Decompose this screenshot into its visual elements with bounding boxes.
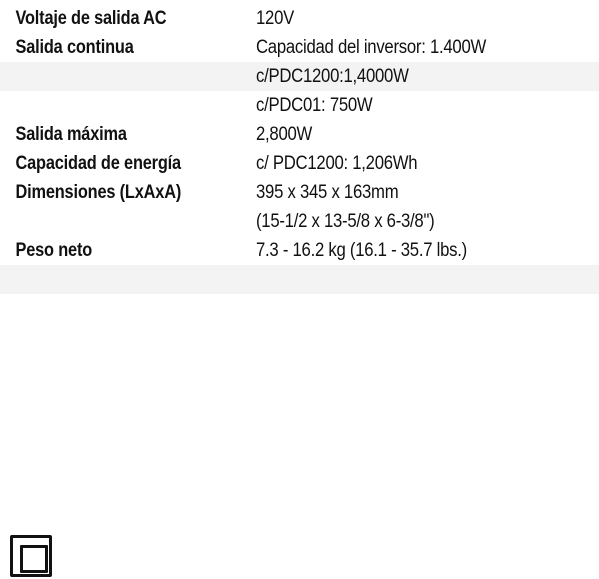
spec-value: 395 x 345 x 163mm (256, 181, 399, 203)
spec-row-empty (0, 265, 599, 294)
spec-row-net-weight (0, 236, 599, 265)
spec-value: 120V (256, 7, 295, 29)
spec-row-output-voltage (0, 4, 599, 33)
spec-row-continuous-output-pdc01 (0, 91, 599, 120)
spec-row-dimensions (0, 178, 599, 207)
spec-value: c/PDC1200:1,4000W (256, 65, 409, 87)
spec-value: 2,800W (256, 123, 313, 145)
spec-row-continuous-output-pdc1200 (0, 62, 599, 91)
spec-label: Dimensiones (LxAxA) (15, 181, 182, 203)
spec-label: Peso neto (15, 239, 93, 261)
spec-label: Voltaje de salida AC (15, 7, 167, 29)
spec-row-continuous-output (0, 33, 599, 62)
double-insulation-icon (10, 535, 52, 577)
spec-label: Capacidad de energía (15, 152, 181, 174)
spec-value: Capacidad del inversor: 1.400W (256, 36, 487, 58)
spec-row-dimensions-inches (0, 207, 599, 236)
spec-value: (15-1/2 x 13-5/8 x 6-3/8") (256, 210, 435, 232)
spec-label: Salida máxima (15, 123, 127, 145)
spec-value: c/PDC01: 750W (256, 94, 373, 116)
spec-value: 7.3 - 16.2 kg (16.1 - 35.7 lbs.) (256, 239, 467, 261)
double-insulation-inner-square (20, 545, 48, 573)
spec-table (0, 4, 599, 294)
spec-value: c/ PDC1200: 1,206Wh (256, 152, 418, 174)
spec-label: Salida continua (15, 36, 134, 58)
spec-row-energy-capacity (0, 149, 599, 178)
spec-row-max-output (0, 120, 599, 149)
